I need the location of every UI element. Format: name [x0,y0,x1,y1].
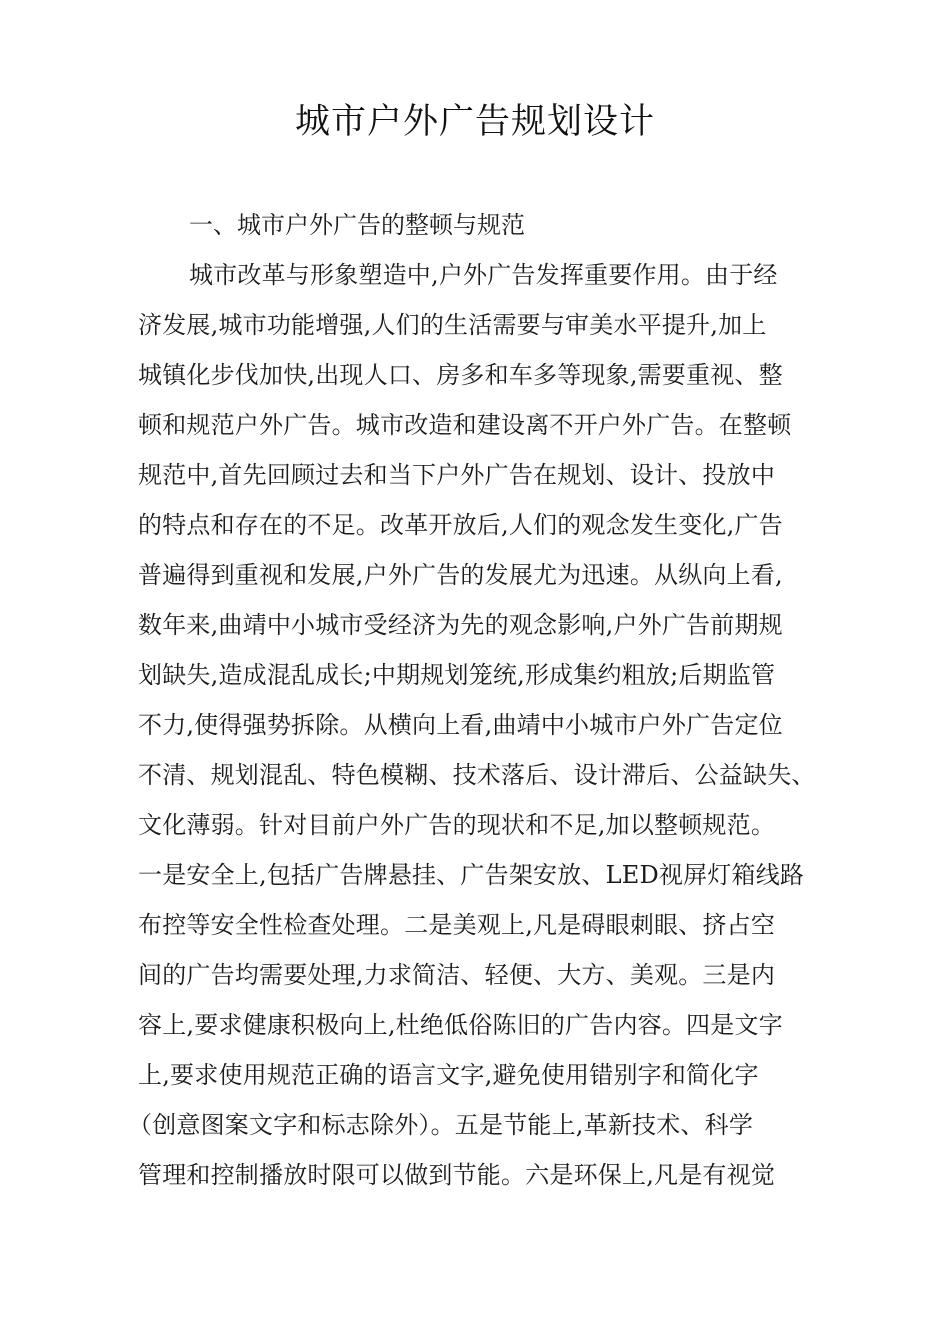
text-line: （创意图案文字和标志除外）。五是节能上,革新技术、科学 [128,1111,754,1139]
text-line: 顿和规范户外广告。城市改造和建设离不开户外广告。在整顿 [138,411,792,439]
text-line: 济发展,城市功能增强,人们的生活需要与审美水平提升,加上 [138,311,767,339]
section-heading: 一、城市户外广告的整顿与规范 [189,211,525,239]
text-line: 上,要求使用规范正确的语言文字,避免使用错别字和简化字 [138,1061,759,1089]
text-line: 划缺失,造成混乱成长;中期规划笼统,形成集约粗放;后期监管 [138,661,776,689]
text-line: 间的广告均需要处理,力求简洁、轻便、大方、美观。三是内 [138,961,776,989]
text-line: 普遍得到重视和发展,户外广告的发展尤为迅速。从纵向上看, [138,561,783,589]
text-line: 容上,要求健康积极向上,杜绝低俗陈旧的广告内容。四是文字 [138,1011,783,1039]
text-line: 城市改革与形象塑造中,户外广告发挥重要作用。由于经 [189,261,778,289]
text-line: 一是安全上,包括广告牌悬挂、广告架安放、LED视屏灯箱线路 [138,861,805,889]
text-line: 数年来,曲靖中小城市受经济为先的观念影响,户外广告前期规 [138,611,783,639]
text-line: 规范中,首先回顾过去和当下户外广告在规划、设计、投放中 [138,461,776,489]
text-line: 不力,使得强势拆除。从横向上看,曲靖中小城市户外广告定位 [138,711,783,739]
text-line: 不清、规划混乱、特色模糊、技术落后、设计滞后、公益缺失、 [138,761,816,789]
text-line: 的特点和存在的不足。改革开放后,人们的观念发生变化,广告 [138,511,783,539]
text-line: 布控等安全性检查处理。二是美观上,凡是碍眼刺眼、挤占空 [138,911,776,939]
document-title: 城市户外广告规划设计 [294,102,655,142]
text-line: 文化薄弱。针对目前户外广告的现状和不足,加以整顿规范。 [138,811,776,839]
text-line: 城镇化步伐加快,出现人口、房多和车多等现象,需要重视、整 [138,361,783,389]
text-line: 管理和控制播放时限可以做到节能。六是环保上,凡是有视觉 [138,1161,776,1189]
